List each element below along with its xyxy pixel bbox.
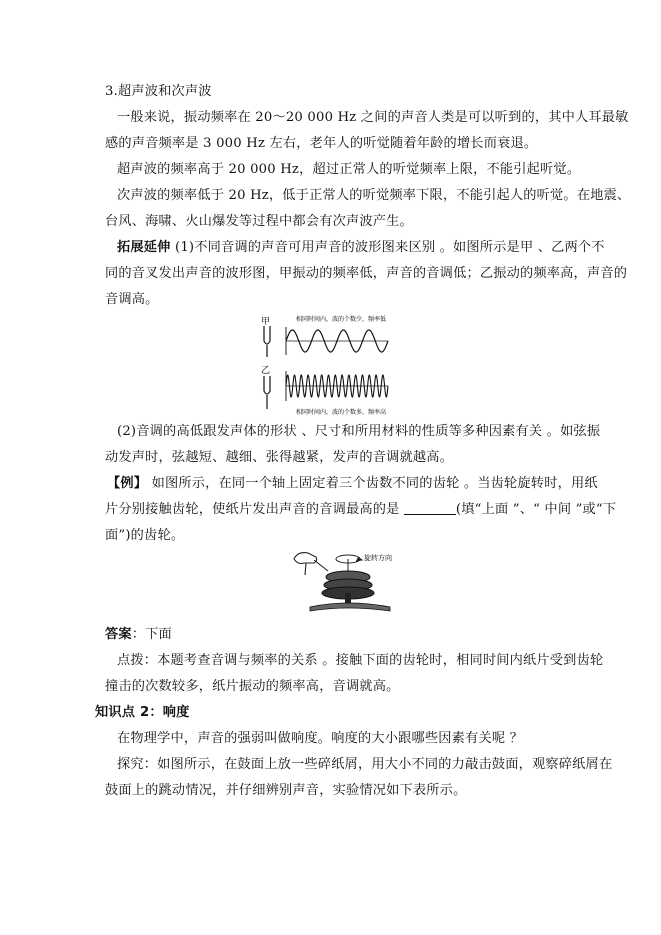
rotation-arrow-icon [336, 555, 362, 573]
example-text: 片分别接触齿轮，使纸片发出声音的音调最高的是 [105, 502, 404, 517]
hand-icon [294, 553, 328, 575]
extension-text: (1)不同音调的声音可用声音的波形图来区别 。如图所示是甲 、乙两个不 [174, 240, 605, 255]
label-yi: 乙 [261, 366, 271, 376]
example-text: 如图所示，在同一个轴上固定着三个齿数不同的齿轮 。当齿轮旋转时，用纸 [147, 476, 598, 491]
answer-label: 答案 [105, 627, 132, 642]
caption-top: 相同时间内，波的个数少，频率低 [296, 316, 387, 323]
waveform-figure [258, 313, 398, 416]
paragraph-line [117, 238, 637, 258]
paragraph-line: 撞击的次数较多，纸片振动的频率高，音调就高。 [105, 679, 400, 694]
gear-stack-icon [310, 571, 390, 611]
knowledge-point-heading: 知识点 2：响度 [95, 705, 190, 720]
paragraph-line: 鼓面上的跳动情况，并仔细辨别声音，实验情况如下表所示。 [105, 783, 467, 798]
example-text: (填“上面 ”、“ 中间 ”或“下 [455, 502, 617, 517]
section-heading: 3.超声波和次声波 [105, 84, 212, 99]
example-label: 【例】 [107, 476, 148, 491]
paragraph-line: (2)音调的高低跟发声体的形状 、尺寸和所用材料的性质等多种因素有关 。如弦振 [117, 424, 601, 439]
paragraph-line: 在物理学中，声音的强弱叫做响度。响度的大小跟哪些因素有关呢 ？ [117, 731, 524, 746]
paragraph-line [107, 474, 627, 494]
tuning-fork-icon [264, 326, 270, 357]
paragraph-line: 台风、海啸、火山爆发等过程中都会有次声波产生。 [105, 214, 413, 229]
paragraph-line: 探究：如图所示，在鼓面上放一些碎纸屑，用大小不同的力敲击鼓面，观察碎纸屑在 [117, 757, 613, 772]
paragraph-line: 一般来说，振动频率在 20～20 000 Hz 之间的声音人类是可以听到的，其中人耳最敏 [117, 110, 629, 125]
paragraph-line: 点拨：本题考查音调与频率的关系 。接触下面的齿轮时，相同时间内纸片受到齿轮 [117, 653, 604, 668]
paragraph-line [105, 500, 625, 520]
extension-label: 拓展延伸 [117, 240, 171, 255]
paragraph-line: 面”)的齿轮。 [105, 528, 185, 543]
answer-value: 下面 [145, 627, 172, 642]
paragraph-line: 动发声时，弦越短、越细、张得越紧，发声的音调就越高。 [105, 450, 454, 465]
paragraph-line: 答案：下面 [105, 627, 172, 642]
paragraph-line: 超声波的频率高于 20 000 Hz，超过正常人的听觉频率上限，不能引起听觉。 [117, 162, 581, 177]
paragraph-line: 音调高。 [105, 292, 159, 307]
label-jia: 甲 [261, 317, 271, 327]
paragraph-line: 同的音叉发出声音的波形图，甲振动的频率低，声音的音调低；乙振动的频率高，声音的 [105, 266, 628, 281]
tuning-fork-icon [264, 376, 270, 409]
caption-bottom: 相同时间内，波的个数多，频率高 [296, 409, 387, 416]
rotation-label: 旋转方向 [364, 554, 392, 562]
answer-blank[interactable] [404, 500, 456, 515]
paragraph-line: 感的声音频率是 3 000 Hz 左右，老年人的听觉随着年龄的增长而衰退。 [105, 136, 538, 151]
paragraph-line: 次声波的频率低于 20 Hz，低于正常人的听觉频率下限，不能引起人的听觉。在地震、 [117, 188, 631, 203]
gear-figure [290, 545, 400, 615]
